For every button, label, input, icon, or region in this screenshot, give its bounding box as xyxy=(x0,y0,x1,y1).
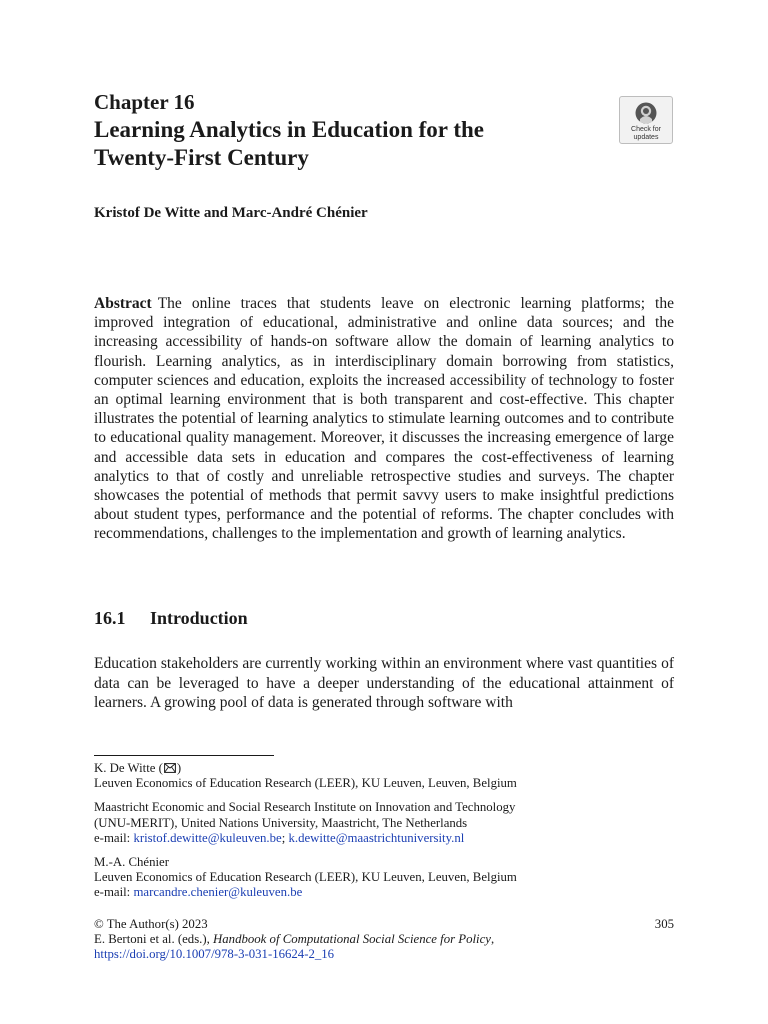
abstract-label: Abstract xyxy=(94,295,152,312)
section-number: 16.1 xyxy=(94,608,126,628)
chapter-title-line-1: Learning Analytics in Education for the xyxy=(94,117,484,142)
citation-line xyxy=(94,932,674,947)
badge-label-line-2: updates xyxy=(633,134,659,141)
copyright: © The Author(s) 2023 xyxy=(94,917,208,931)
email-separator: ; xyxy=(281,830,289,845)
footnote-divider xyxy=(94,755,274,756)
author-1-email-link-2[interactable]: k.dewitte@maastrichtuniversity.nl xyxy=(288,830,465,845)
badge-label-line-1: Check for xyxy=(631,126,661,133)
chapter-title-line-2: Twenty-First Century xyxy=(94,145,309,170)
editors: E. Bertoni et al. (eds.), xyxy=(94,932,214,947)
introduction-text: Education stakeholders are currently working within an environment where vast quantities of data can be leveraged to have a deeper understanding of the educational attainment of learners. A growing pool of data is generated through software with xyxy=(94,655,674,711)
publication-info xyxy=(94,917,674,963)
author-2-affiliation: Leuven Economics of Education Research (LEER), KU Leuven, Leuven, Belgium xyxy=(94,870,517,885)
author-line: Kristof De Witte and Marc-André Chénier xyxy=(94,205,368,221)
email-label: e-mail: xyxy=(94,830,134,845)
author-1-email-line xyxy=(94,831,674,846)
chapter-title xyxy=(94,116,594,172)
author-2-email-link[interactable]: marcandre.chenier@kuleuven.be xyxy=(133,885,303,900)
mail-icon[interactable] xyxy=(164,763,176,773)
section-heading xyxy=(94,608,248,629)
page-number: 305 xyxy=(654,917,674,931)
abstract xyxy=(94,294,674,544)
author-1-name-close: ) xyxy=(176,761,182,775)
author-1-affiliation-1: Leuven Economics of Education Research (LEER), KU Leuven, Leuven, Belgium xyxy=(94,776,517,791)
chapter-number: Chapter 16 xyxy=(94,90,195,114)
footnote-author-1-name-block xyxy=(94,761,674,791)
email-label-2: e-mail: xyxy=(94,885,134,900)
section-title: Introduction xyxy=(150,608,248,628)
author-2-email-line xyxy=(94,885,674,900)
author-1-affiliation-2-line-1: Maastricht Economic and Social Research Institute on Innovation and Technology xyxy=(94,800,516,815)
footnote-author-2 xyxy=(94,855,674,901)
author-2-name: M.-A. Chénier xyxy=(94,855,169,870)
abstract-text: The online traces that students leave on electronic learning platforms; the improved integration of educational, administrative and online data sources; and the increasing accessibility of hands-on software allow the domain of learning analytics to flourish. Learning analytics, as in interdisciplinary domain borrowing from statistics, computer sciences and education, exploits the increased accessibility of technology to foster an optimal learning environment that is both transparent and cost-effective. This chapter illustrates the potential of learning analytics to stimulate learning outcomes and to contribute to educational quality management. Moreover, it discusses the increasing emergence of large and accessible data sets in education and compares the cost-effectiveness of learning analytics to that of costly and unreliable retrospective studies and surveys. The chapter showcases the potential of methods that permit savvy users to make insightful predictions about student types, performance and the potential of reforms. The chapter concludes with recommendations, challenges to the implementation and growth of learning analytics. xyxy=(94,295,674,543)
author-1-email-link-1[interactable]: kristof.dewitte@kuleuven.be xyxy=(133,830,282,845)
doi-link[interactable]: https://doi.org/10.1007/978-3-031-16624-2_16 xyxy=(94,947,335,962)
author-1-affiliation-2-line-2: (UNU-MERIT), United Nations University, Maastricht, The Netherlands xyxy=(94,815,468,830)
book-title: Handbook of Computational Social Science for Policy xyxy=(213,932,491,947)
author-1-name: K. De Witte ( xyxy=(94,761,163,775)
check-for-updates-badge[interactable] xyxy=(619,96,673,144)
page xyxy=(94,0,674,1024)
check-for-updates-icon xyxy=(633,101,659,125)
footnote-author-1-affiliation-2 xyxy=(94,800,674,846)
footnotes xyxy=(94,761,674,910)
book-title-end: , xyxy=(490,932,495,947)
author-1-name-line xyxy=(94,761,674,776)
